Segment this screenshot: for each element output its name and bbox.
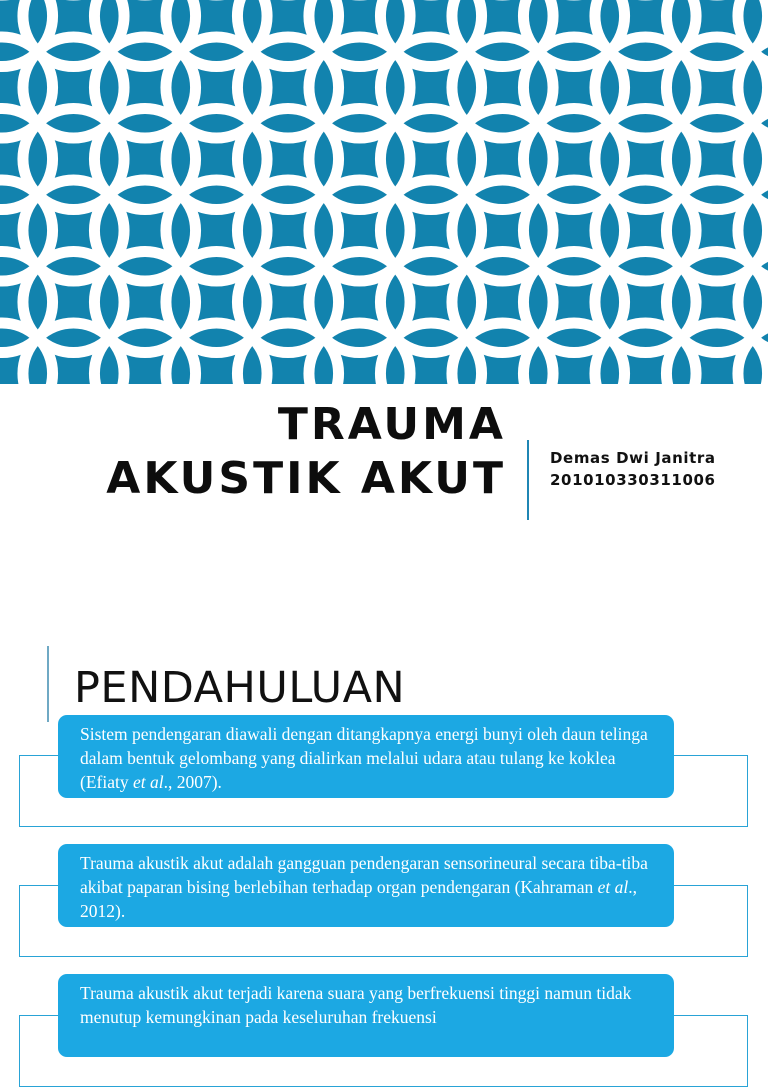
content-card-1 <box>58 715 674 798</box>
card-text: Trauma akustik akut terjadi karena suara yang berfrekuensi tinggi namun tidak menutup kemungkinan pada keseluruhan frekuensi <box>80 983 632 1027</box>
card-citation-italic: et al <box>597 877 629 897</box>
author-name: Demas Dwi Janitra <box>550 449 716 467</box>
card-text-end: ., 2007). <box>163 772 222 792</box>
section-accent-rule <box>47 646 49 722</box>
card-text: Trauma akustik akut adalah gangguan pendengaran sensorineural secara tiba-tiba akibat paparan bising berlebihan terhadap organ pendengaran (Kahraman <box>80 853 648 897</box>
card-citation-italic: et al <box>132 772 164 792</box>
author-student-id: 201010330311006 <box>550 471 716 489</box>
content-card-2 <box>58 844 674 927</box>
card-text: Sistem pendengaran diawali dengan ditangkapnya energi bunyi oleh daun telinga dalam bentuk gelombang yang dialirkan melalui udara atau tulang ke koklea (Efiaty <box>80 724 648 792</box>
title-pattern-banner <box>0 0 768 384</box>
interlocking-circles-pattern <box>0 0 768 384</box>
slide-title-line-2: AKUSTIK AKUT <box>106 453 506 504</box>
author-block <box>550 447 716 491</box>
slide-title <box>60 398 506 506</box>
section-heading: PENDAHULUAN <box>74 663 406 713</box>
card-text-end: ., 2012). <box>80 877 638 921</box>
slide-title-line-1: TRAUMA <box>277 399 506 450</box>
title-divider <box>527 440 529 520</box>
content-card-3 <box>58 974 674 1057</box>
